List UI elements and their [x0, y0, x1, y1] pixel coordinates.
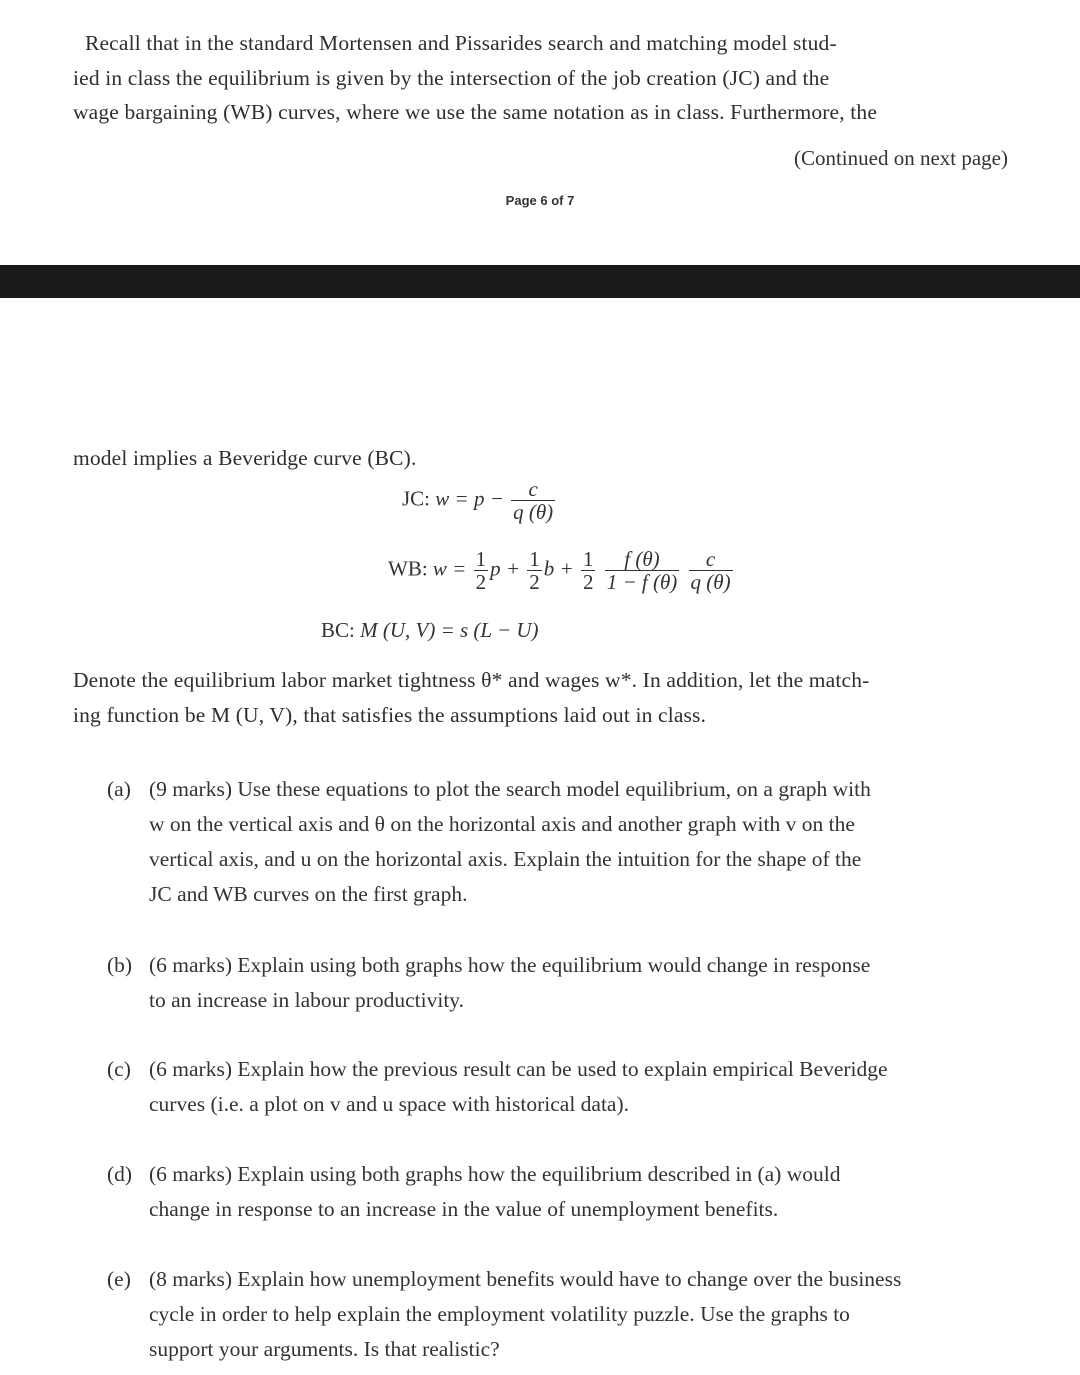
wb-half-2-den: 2 [529, 570, 540, 594]
intro-line: Recall that in the standard Mortensen and Pissarides search and matching model stud- [85, 31, 837, 55]
denote-line: ing function be M (U, V), that satisfies the assumptions laid out in class. [73, 702, 707, 727]
question-line: (8 marks) Explain how unemployment benefits would have to change over the business [149, 1267, 902, 1291]
page-number: Page 6 of 7 [505, 193, 575, 208]
question-line: (6 marks) Explain how the previous result can be used to explain empirical Beveridge [149, 1057, 888, 1081]
jc-denominator: q (θ) [513, 500, 554, 524]
intro-paragraph [73, 26, 1019, 130]
jc-fraction [511, 478, 555, 523]
wb-half-1 [474, 548, 489, 593]
wb-half-2 [527, 548, 542, 593]
question-line: support your arguments. Is that realistic? [149, 1337, 500, 1361]
question-a [107, 772, 1019, 912]
question-line: (6 marks) Explain using both graphs how the equilibrium would change in response [149, 953, 871, 977]
wb-label: WB: [388, 556, 428, 581]
jc-equation [402, 478, 557, 523]
question-label: (a) [107, 777, 131, 801]
wb-f-den: 1 − f (θ) [606, 570, 678, 594]
wb-half-1-num: 1 [475, 547, 487, 571]
jc-lhs: w = p − [435, 486, 504, 511]
question-line: (6 marks) Explain using both graphs how the equilibrium described in (a) would [149, 1162, 841, 1186]
jc-numerator: c [511, 478, 555, 501]
wb-b-term: b + [543, 556, 574, 581]
bc-label: BC: [321, 618, 355, 642]
wb-c-num: c [689, 548, 733, 571]
question-line: curves (i.e. a plot on v and u space with historical data). [149, 1092, 630, 1116]
jc-label: JC: [402, 486, 431, 511]
question-line: to an increase in labour productivity. [149, 988, 465, 1012]
question-b [107, 948, 1019, 1018]
wb-lhs: w = [432, 556, 467, 581]
wb-half-2-num: 1 [529, 547, 540, 571]
question-label: (b) [107, 953, 133, 977]
question-label: (c) [107, 1057, 131, 1081]
bc-equation [321, 618, 539, 643]
wb-f-fraction [605, 548, 680, 593]
question-e [107, 1262, 1019, 1367]
wb-half-3-den: 2 [582, 570, 594, 594]
question-line: vertical axis, and u on the horizontal axis. Explain the intuition for the shape of the [149, 847, 862, 871]
wb-f-num: f (θ) [605, 548, 680, 571]
wb-equation [388, 548, 735, 593]
question-line: (9 marks) Use these equations to plot the search model equilibrium, on a graph with [149, 777, 871, 801]
denote-paragraph [73, 663, 1019, 732]
question-line: JC and WB curves on the first graph. [149, 882, 468, 906]
question-line: cycle in order to help explain the employment volatility puzzle. Use the graphs to [149, 1302, 850, 1326]
wb-c-fraction [689, 548, 733, 593]
question-label: (e) [107, 1267, 131, 1291]
bc-expression: M (U, V) = s (L − U) [360, 618, 539, 642]
model-sentence-text: model implies a Beveridge curve (BC). [73, 446, 417, 470]
question-label: (d) [107, 1162, 133, 1186]
denote-line: Denote the equilibrium labor market tightness θ* and wages w*. In addition, let the match- [73, 668, 870, 692]
wb-c-den: q (θ) [690, 570, 731, 594]
question-c [107, 1052, 1019, 1122]
wb-half-3-num: 1 [582, 547, 594, 571]
question-line: w on the vertical axis and θ on the horizontal axis and another graph with v on the [149, 812, 855, 836]
wb-p-term: p + [490, 556, 521, 581]
question-d [107, 1157, 1019, 1227]
wb-half-3 [581, 548, 596, 593]
wb-half-1-den: 2 [475, 570, 487, 594]
intro-line: ied in class the equilibrium is given by the intersection of the job creation (JC) and the [73, 65, 830, 90]
model-sentence [73, 441, 416, 476]
intro-line: wage bargaining (WB) curves, where we use the same notation as in class. Furthermore, the [73, 100, 878, 124]
question-line: change in response to an increase in the value of unemployment benefits. [149, 1197, 779, 1221]
page-break-bar [0, 265, 1080, 298]
continued-note: (Continued on next page) [793, 146, 1008, 170]
